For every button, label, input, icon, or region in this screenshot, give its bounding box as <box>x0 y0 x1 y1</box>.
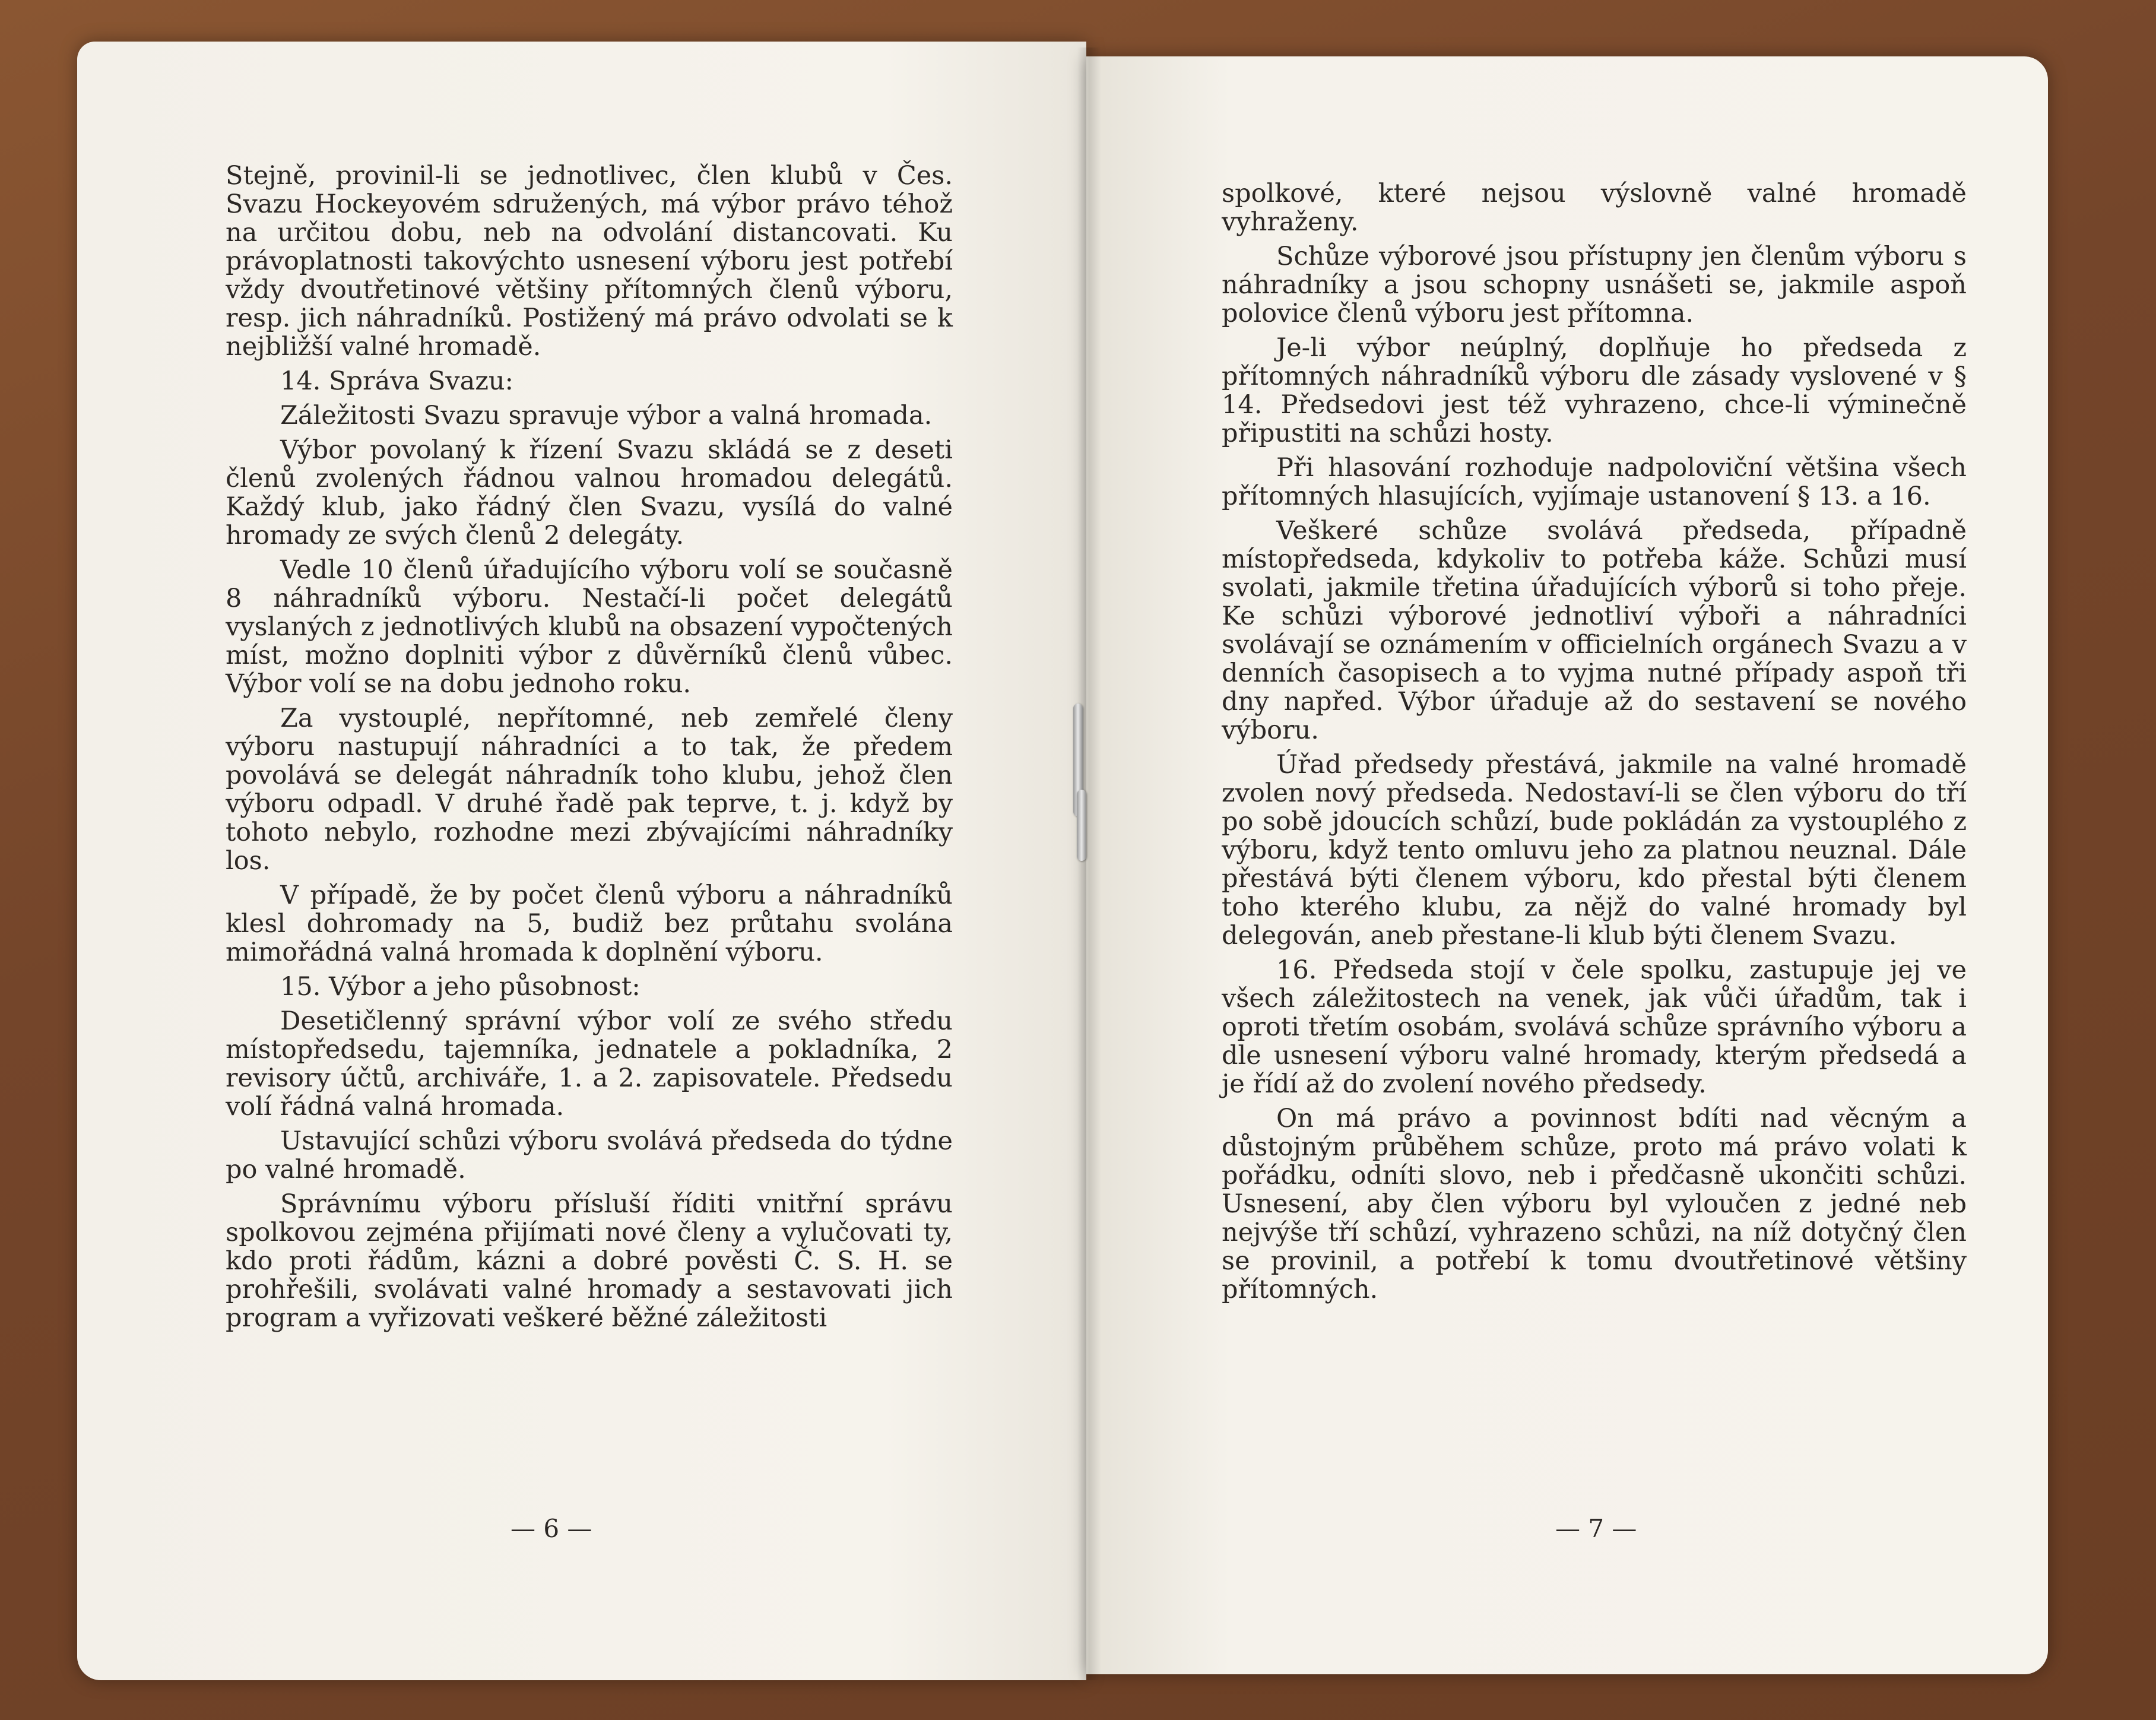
left-section-heading-15: 15. Výbor a jeho působnost: <box>280 972 641 1002</box>
left-paragraph-7: V případě, že by počet členů výboru a náhradníků klesl dohromady na 5, budiž bez průtahu svolána mimořádná valná hromada k doplnění výboru. <box>226 880 953 967</box>
left-paragraph-5: Vedle 10 členů úřadujícího výboru volí se současně 8 náhradníků výboru. Nestačí-li počet delegátů vyslaných z jednotlivých klubů na obsazení vypočtených míst, možno doplniti výbor z důvěrníků členů vůbec. Výbor volí se na dobu jednoho roku. <box>226 555 953 699</box>
right-paragraph-4: Při hlasování rozhoduje nadpoloviční většina všech přítomných hlasujících, vyjímaje ustanovení § 13. a 16. <box>1222 453 1967 511</box>
left-paragraph-9: Desetičlenný správní výbor volí ze svého středu místopředsedu, tajemníka, jednatele a pokladníka, 2 revisory účtů, archiváře, 1. a 2. zapisovatele. Předsedu volí řádná valná hromada. <box>226 1006 953 1122</box>
right-paragraph-5: Veškeré schůze svolává předseda, případně místopředseda, kdykoliv to potřeba káže. Schůzi musí svolati, jakmile třetina úřadujících výborů si toho přeje. Ke schůzi výborové jednotliví výboři a náhradníci svolávají se oznámením v officielních orgánech Svazu a v denních časopisech a to vyjma nutné případy aspoň tři dny napřed. Výbor úřaduje až do sestavení se nového výboru. <box>1222 516 1967 745</box>
left-paragraph-6: Za vystouplé, nepřítomné, neb zemřelé členy výboru nastupují náhradníci a to tak, že předem povolává se delegát náhradník toho klubu, jehož člen výboru odpadl. V druhé řadě pak teprve, t. j. když by tohoto nebylo, rozhodne mezi zbývajícími náhradníky los. <box>226 704 953 876</box>
right-paragraph-7: 16. Předseda stojí v čele spolku, zastupuje jej ve všech záležitostech na venek, jak vůči úřadům, tak i oproti třetím osobám, svolává schůze správního výboru a dle usnesení výboru valné hromady, kterým předsedá a je řídí až do zvolení nového předsedy. <box>1222 955 1967 1099</box>
left-paragraph-3: Záležitosti Svazu spravuje výbor a valná hromada. <box>280 401 933 430</box>
left-section-heading-14: 14. Správa Svazu: <box>280 366 514 396</box>
book-gutter <box>1077 47 1101 1680</box>
right-paragraph-1: spolkové, které nejsou výslovně valné hromadě vyhraženy. <box>1222 179 1967 237</box>
right-paragraph-3: Je-li výbor neúplný, doplňuje ho předseda z přítomných náhradníků výboru dle zásady vyslovené v § 14. Předsedovi jest též vyhrazeno, chce-li výminečně připustiti na schůzi hosty. <box>1222 333 1967 448</box>
left-paragraph-1: Stejně, provinil-li se jednotlivec, člen klubů v Čes. Svazu Hockeyovém sdružených, má výbor právo téhož na určitou dobu, neb na odvolání distancovati. Ku právoplatnosti takovýchto usnesení výboru jest potřebí vždy dvoutřetinové většiny přítomných členů výboru, resp. jich náhradníků. Postižený má právo odvolati se k nejbližší valné hromadě. <box>226 161 953 362</box>
right-paragraph-2: Schůze výborové jsou přístupny jen členům výboru s náhradníky a jsou schopny usnášeti se, jakmile aspoň polovice členů výboru jest přítomna. <box>1222 242 1967 328</box>
left-paragraph-10: Ustavující schůzi výboru svolává předseda do týdne po valné hromadě. <box>226 1126 953 1184</box>
right-paragraph-6: Úřad předsedy přestává, jakmile na valné hromadě zvolen nový předseda. Nedostaví-li se člen výboru do tří po sobě jdoucích schůzí, bude pokládán za vystouplého z výboru, když tento omluvu jeho za platnou neuznal. Dále přestává býti členem výboru, kdo přestal býti členem toho kterého klubu, za nějž do valné hromady byl delegován, aneb přestane-li klub býti členem Svazu. <box>1222 750 1967 951</box>
right-paragraph-8: On má právo a povinnost bdíti nad věcným a důstojným průběhem schůze, proto má právo volati k pořádku, odníti slovo, neb i předčasně ukončiti schůzi. Usnesení, aby člen výboru byl vyloučen z jedné neb nejvýše tří schůzí, vyhrazeno schůzi, na níž dotyčný člen se provinil, a potřebí k tomu dvoutřetinové většiny přítomných. <box>1222 1104 1967 1304</box>
left-paragraph-4: Výbor povolaný k řízení Svazu skládá se z deseti členů zvolených řádnou valnou hromadou delegátů. Každý klub, jako řádný člen Svazu, vysílá do valné hromady ze svých členů 2 delegáty. <box>226 435 953 550</box>
right-page-number: — 7 — <box>1555 1514 1637 1543</box>
staple-bottom <box>1077 790 1086 861</box>
left-page-text <box>226 161 953 1338</box>
left-paragraph-11: Správnímu výboru přísluší říditi vnitřní správu spolkovou zejména přijímati nové členy a vylučovati ty, kdo proti řádům, kázni a dobré pověsti Č. S. H. se prohřešili, svolávati valné hromady a sestavovati jich program a vyřizovati veškeré běžné záležitosti <box>226 1189 953 1333</box>
left-page-number: — 6 — <box>511 1514 592 1543</box>
right-page-text <box>1222 179 1967 1310</box>
